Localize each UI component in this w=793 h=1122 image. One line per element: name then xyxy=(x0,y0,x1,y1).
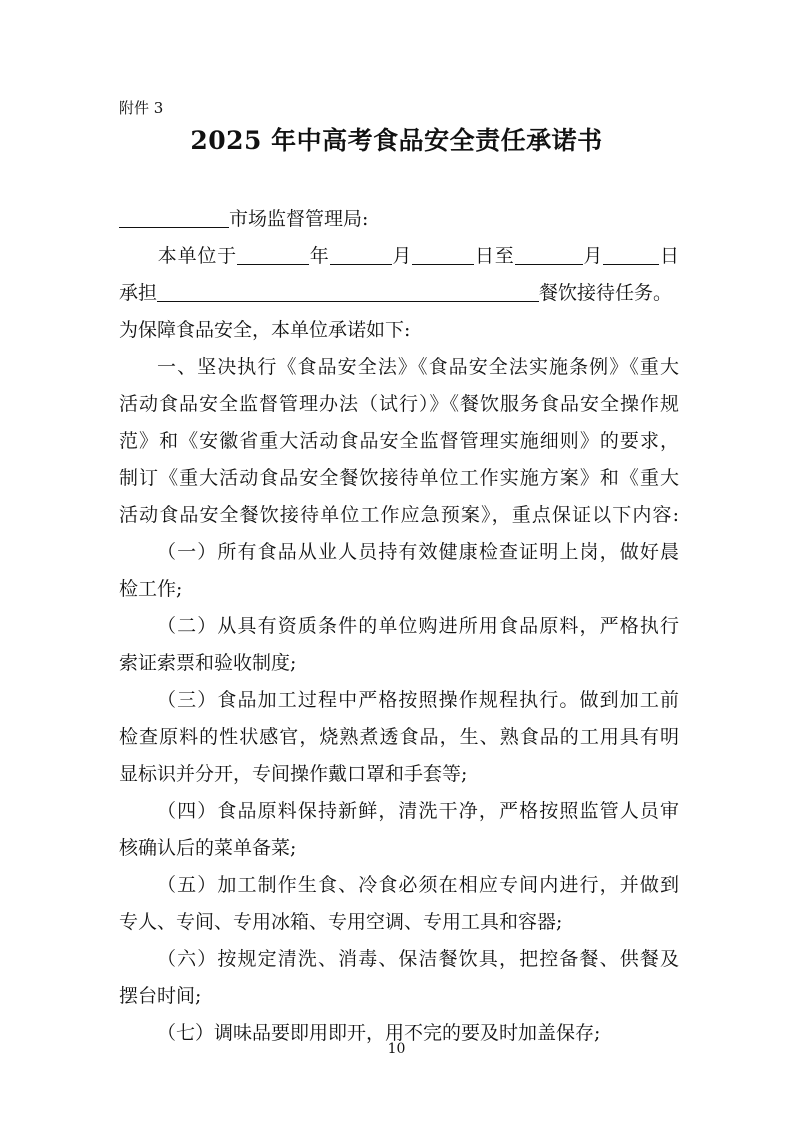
text-line: 一、坚决执行《食品安全法》《食品安全法实施条例》《重大 xyxy=(157,356,679,378)
month2-label: 月 xyxy=(582,245,604,267)
text-line: 显标识并分开，专间操作戴口罩和手套等; xyxy=(119,763,468,785)
attachment-label: 附件 3 xyxy=(119,99,164,117)
task-suffix: 餐饮接待任务。 xyxy=(539,282,673,304)
text-line: （一）所有食品从业人员持有效健康检查证明上岗，做好晨 xyxy=(157,541,679,563)
addressee-line xyxy=(119,206,679,232)
text-line: 检工作; xyxy=(119,578,183,600)
text-line: （二）从具有资质条件的单位购进所用食品原料，严格执行 xyxy=(157,615,679,637)
text-line: （七）调味品要即用即开，用不完的要及时加盖保存; xyxy=(157,1022,601,1044)
task-line xyxy=(119,280,679,306)
day2-blank[interactable] xyxy=(603,244,659,265)
month1-label: 月 xyxy=(391,245,413,267)
text-line: 制订《重大活动食品安全餐饮接待单位工作实施方案》和《重大 xyxy=(119,467,679,489)
task-prefix: 承担 xyxy=(119,282,158,304)
day2-label: 日 xyxy=(659,245,679,267)
text-line: 活动食品安全监督管理办法（试行）》《餐饮服务食品安全操作规 xyxy=(119,393,679,415)
text-line: 核确认后的菜单备菜; xyxy=(119,837,297,859)
period-prefix: 本单位于 xyxy=(157,245,237,267)
text-line: （六）按规定清洗、消毒、保洁餐饮具，把控备餐、供餐及 xyxy=(157,948,679,970)
text-line: 为保障食品安全，本单位承诺如下: xyxy=(119,319,411,341)
year-blank[interactable] xyxy=(237,244,309,265)
text-line: （四）食品原料保持新鲜，清洗干净，严格按照监管人员审 xyxy=(157,800,679,822)
text-line: 索证索票和验收制度; xyxy=(119,652,297,674)
addressee-suffix: 市场监督管理局: xyxy=(229,208,369,230)
month2-blank[interactable] xyxy=(515,244,583,265)
document-title: 2025 年中高考食品安全责任承诺书 xyxy=(190,126,603,155)
task-blank[interactable] xyxy=(157,281,539,302)
day1-label: 日至 xyxy=(474,245,515,267)
year-label: 年 xyxy=(308,245,330,267)
addressee-blank[interactable] xyxy=(119,207,229,228)
day1-blank[interactable] xyxy=(412,244,474,265)
text-line: 专人、专间、专用冰箱、专用空调、专用工具和容器; xyxy=(119,911,563,933)
month1-blank[interactable] xyxy=(330,244,392,265)
text-line: 检查原料的性状感官，烧熟煮透食品，生、熟食品的工用具有明 xyxy=(119,726,679,748)
page-number: 10 xyxy=(387,1041,406,1057)
text-line: 活动食品安全餐饮接待单位工作应急预案》，重点保证以下内容: xyxy=(119,504,679,526)
text-line: 摆台时间; xyxy=(119,985,202,1007)
text-line: 范》和《安徽省重大活动食品安全监督管理实施细则》的要求， xyxy=(119,430,679,452)
text-line: （三）食品加工过程中严格按照操作规程执行。做到加工前 xyxy=(157,689,679,711)
period-line xyxy=(119,243,679,269)
text-line: （五）加工制作生食、冷食必须在相应专间内进行，并做到 xyxy=(157,874,679,896)
